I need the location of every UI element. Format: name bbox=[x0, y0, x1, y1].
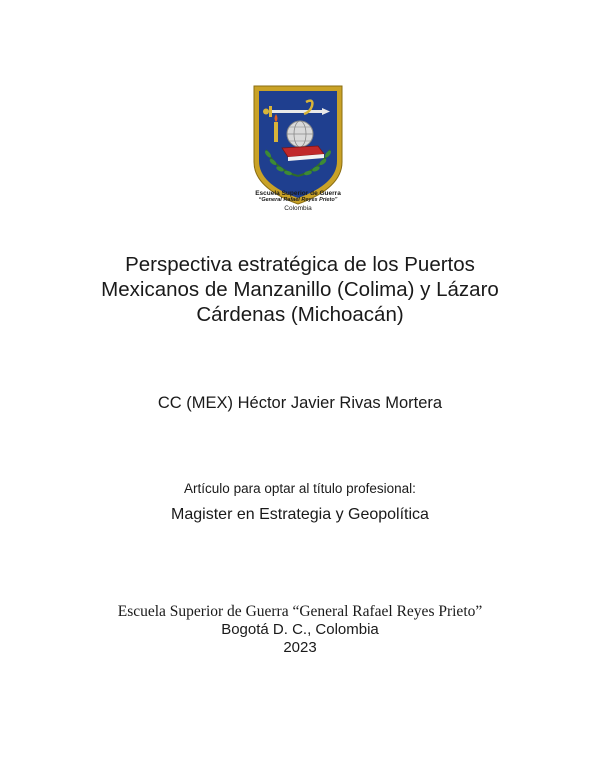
title-line-1: Perspectiva estratégica de los Puertos bbox=[125, 253, 475, 276]
title-line-2: Mexicanos de Manzanillo (Colima) y Lázaro bbox=[101, 278, 499, 301]
document-title bbox=[60, 252, 540, 327]
crest-caption-school: Escuela Superior de Guerra bbox=[255, 190, 341, 197]
crest-caption-country: Colombia bbox=[284, 205, 312, 212]
publication-year: 2023 bbox=[283, 639, 317, 656]
institution-name: Escuela Superior de Guerra “General Rafael Reyes Prieto” bbox=[117, 603, 483, 620]
title-line-3: Cárdenas (Michoacán) bbox=[196, 303, 404, 326]
author-name: CC (MEX) Héctor Javier Rivas Mortera bbox=[157, 394, 443, 412]
crest-caption-name: “General Rafael Reyes Prieto” bbox=[258, 197, 338, 203]
article-label: Artículo para optar al título profesional: bbox=[184, 481, 416, 496]
degree-name: Magister en Estrategia y Geopolítica bbox=[171, 506, 429, 523]
city-name: Bogotá D. C., Colombia bbox=[221, 621, 379, 638]
crest-caption bbox=[248, 190, 348, 214]
